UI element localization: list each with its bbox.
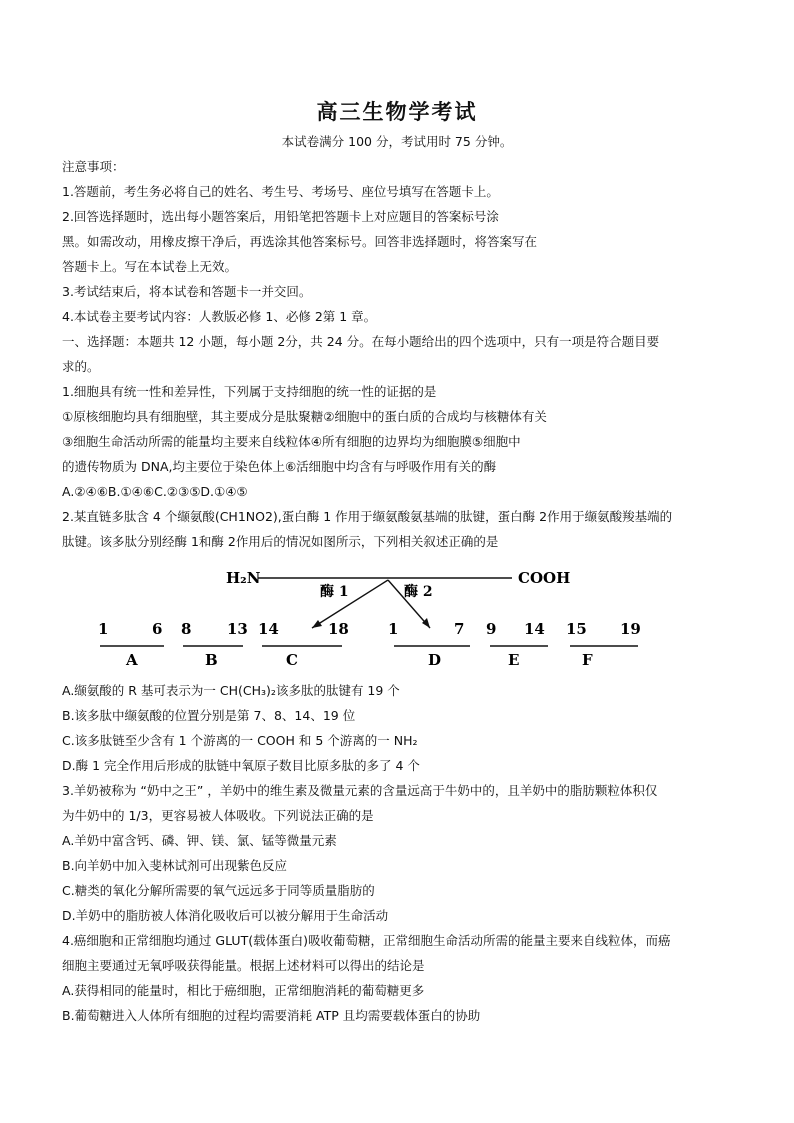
exam-subtitle: 本试卷满分 100 分，考试用时 75 分钟。 — [281, 134, 513, 149]
q1-statement: ③细胞生命活动所需的能量均主要来自线粒体④所有细胞的边界均为细胞膜⑤细胞中 — [62, 434, 521, 449]
q2-stem-cont: 肽键。该多肽分别经酶 1和酶 2作用后的情况如图所示，下列相关叙述正确的是 — [62, 534, 499, 549]
fragment-label: E — [508, 651, 520, 669]
fragment-start: 1 — [388, 620, 399, 638]
enzyme1-label: 酶 1 — [320, 584, 349, 600]
q3-option-a: A.羊奶中富含钙、磷、钾、镁、氯、锰等微量元素 — [62, 833, 337, 848]
notice-item: 黑。如需改动，用橡皮擦干净后，再选涂其他答案标号。回答非选择题时，将答案写在 — [62, 234, 538, 249]
q1-statement: 的遗传物质为 DNA,均主要位于染色体上⑥活细胞中均含有与呼吸作用有关的酶 — [62, 459, 497, 474]
q1-stem: 1.细胞具有统一性和差异性，下列属于支持细胞的统一性的证据的是 — [62, 384, 437, 399]
exam-title: 高三生物学考试 — [316, 99, 478, 124]
q4-option-a: A.获得相同的能量时，相比于癌细胞，正常细胞消耗的葡萄糖更多 — [62, 983, 425, 998]
fragment-end: 13 — [227, 620, 248, 638]
q2-option-a: A.缬氨酸的 R 基可表示为一 CH(CH₃)₂该多肽的肽键有 19 个 — [62, 683, 400, 698]
fragment-start: 9 — [486, 620, 497, 638]
q4-stem-cont: 细胞主要通过无氧呼吸获得能量。根据上述材料可以得出的结论是 — [62, 958, 425, 973]
notice-item: 4.本试卷主要考试内容：人教版必修 1、必修 2第 1 章。 — [62, 309, 377, 324]
q3-stem-cont: 为牛奶中的 1/3，更容易被人体吸收。下列说法正确的是 — [62, 808, 374, 823]
fragment-end: 19 — [620, 620, 641, 638]
q3-option-b: B.向羊奶中加入斐林试剂可出现紫色反应 — [62, 858, 288, 873]
q1-statement: ①原核细胞均具有细胞壁，其主要成分是肽聚糖②细胞中的蛋白质的合成均与核糖体有关 — [62, 409, 547, 424]
cooh-label: COOH — [518, 569, 571, 587]
fragment-label: B — [205, 651, 218, 669]
fragment-start: 8 — [181, 620, 192, 638]
fragment-end: 7 — [454, 620, 465, 638]
q2-stem: 2.某直链多肽含 4 个缬氨酸(CH1NO2),蛋白酶 1 作用于缬氨酸氨基端的肽键，蛋白酶 2作用于缬氨酸羧基端的 — [62, 509, 673, 524]
peptide-diagram — [62, 556, 742, 676]
notice-item: 答题卡上。写在本试卷上无效。 — [62, 259, 238, 274]
q2-option-d: D.酶 1 完全作用后形成的肽链中氧原子数目比原多肽的多了 4 个 — [62, 758, 420, 773]
fragment-start: 15 — [566, 620, 587, 638]
notice-item: 1.答题前，考生务必将自己的姓名、考生号、考场号、座位号填写在答题卡上。 — [62, 184, 499, 199]
q1-options: A.②④⑥B.①④⑥C.②③⑤D.①④⑤ — [62, 484, 248, 499]
fragment-end: 6 — [152, 620, 163, 638]
section-heading: 一、选择题：本题共 12 小题，每小题 2分，共 24 分。在每小题给出的四个选项中，只有一项是符合题目要 — [62, 334, 660, 349]
q4-option-b: B.葡萄糖进入人体所有细胞的过程均需要消耗 ATP 且均需要载体蛋白的协助 — [62, 1008, 481, 1023]
notice-item: 2.回答选择题时，选出每小题答案后，用铅笔把答题卡上对应题目的答案标号涂 — [62, 209, 499, 224]
fragment-end: 18 — [328, 620, 349, 638]
fragment-label: F — [582, 651, 593, 669]
fragment-label: C — [286, 651, 298, 669]
enzyme1-arrowhead — [312, 620, 322, 628]
notice-item: 3.考试结束后，将本试卷和答题卡一并交回。 — [62, 284, 312, 299]
fragment-label: D — [428, 651, 442, 669]
h2n-label: H₂N — [226, 569, 261, 587]
fragment-start: 1 — [98, 620, 109, 638]
q2-option-c: C.该多肽链至少含有 1 个游离的一 COOH 和 5 个游离的一 NH₂ — [62, 733, 418, 748]
q3-option-c: C.糖类的氧化分解所需要的氧气远远多于同等质量脂肪的 — [62, 883, 375, 898]
section-heading-cont: 求的。 — [62, 359, 100, 374]
q2-option-b: B.该多肽中缬氨酸的位置分别是第 7、8、14、19 位 — [62, 708, 356, 723]
fragment-end: 14 — [524, 620, 545, 638]
fragment-label: A — [126, 651, 138, 669]
fragment-start: 14 — [258, 620, 279, 638]
q3-stem: 3.羊奶被称为 “奶中之王” ，羊奶中的维生素及微量元素的含量远高于牛奶中的，且羊奶中的脂肪颗粒体积仅 — [62, 783, 658, 798]
enzyme2-label: 酶 2 — [404, 584, 433, 600]
notice-heading: 注意事项： — [62, 159, 125, 174]
q4-stem: 4.癌细胞和正常细胞均通过 GLUT(载体蛋白)吸收葡萄糖，正常细胞生命活动所需的能量主要来自线粒体，而癌 — [62, 933, 671, 948]
q3-option-d: D.羊奶中的脂肪被人体消化吸收后可以被分解用于生命活动 — [62, 908, 389, 923]
